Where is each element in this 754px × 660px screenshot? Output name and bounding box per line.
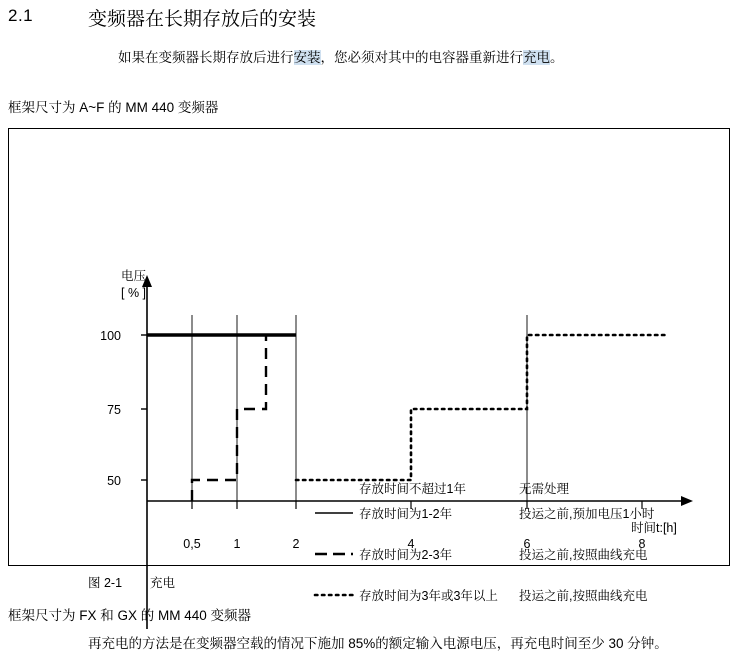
bottom-paragraph: 再充电的方法是在变频器空载的情况下施加 85%的额定输入电源电压，再充电时间至少 30 分钟。: [88, 636, 668, 651]
legend-label-3: 存放时间为3年或3年以上: [359, 589, 498, 603]
x-tick-label-6: 6: [523, 537, 531, 551]
x-tick-label-2: 2: [292, 537, 300, 551]
legend-note-0: 无需处理: [519, 482, 570, 496]
section-number: 2.1: [8, 6, 34, 25]
y-tick-label-100: 100: [100, 329, 121, 343]
y-tick-label-75: 75: [107, 403, 121, 417]
series-dashed: [192, 335, 296, 501]
intro-highlight-install: 安装: [293, 50, 321, 65]
legend-note-3: 投运之前,按照曲线充电: [519, 589, 648, 603]
x-axis-arrow: [681, 496, 693, 506]
x-tick-label-0-5: 0,5: [183, 537, 201, 551]
figure-caption-text: 充电: [150, 576, 176, 590]
legend-label-2: 存放时间为2-3年: [359, 548, 453, 562]
figure-caption: [88, 573, 175, 591]
y-axis-label-line2: [ % ]: [121, 286, 147, 300]
subheading-frame-sizes-fxgx: 框架尺寸为 FX 和 GX 的 MM 440 变频器: [8, 608, 252, 623]
x-axis-label: 时间t:[h]: [631, 521, 677, 535]
intro-paragraph: [118, 46, 564, 66]
legend-note-1: 投运之前,预加电压1小时: [519, 507, 655, 521]
y-axis-label-line1: 电压: [121, 269, 147, 283]
intro-highlight-charge: 充电: [523, 50, 550, 65]
y-tick-label-50: 50: [107, 474, 121, 488]
legend-label-1: 存放时间为1-2年: [359, 507, 453, 521]
intro-text-middle: ，您必须对其中的电容器重新进行: [320, 50, 523, 65]
figure-caption-label: 图 2-1: [88, 576, 123, 590]
x-tick-label-1: 1: [233, 537, 241, 551]
legend-note-2: 投运之前,按照曲线充电: [519, 548, 648, 562]
series-dotted: [296, 335, 667, 480]
subheading-frame-sizes-af: 框架尺寸为 A~F 的 MM 440 变频器: [8, 100, 219, 115]
intro-text-after: 。: [550, 50, 564, 65]
intro-text-before: 如果在变频器长期存放后进行: [118, 50, 294, 65]
page-title: 变频器在长期存放后的安装: [88, 9, 317, 30]
legend-label-0: 存放时间不超过1年: [359, 482, 466, 496]
x-tick-label-8: 8: [638, 537, 646, 551]
x-tick-label-4: 4: [407, 537, 415, 551]
